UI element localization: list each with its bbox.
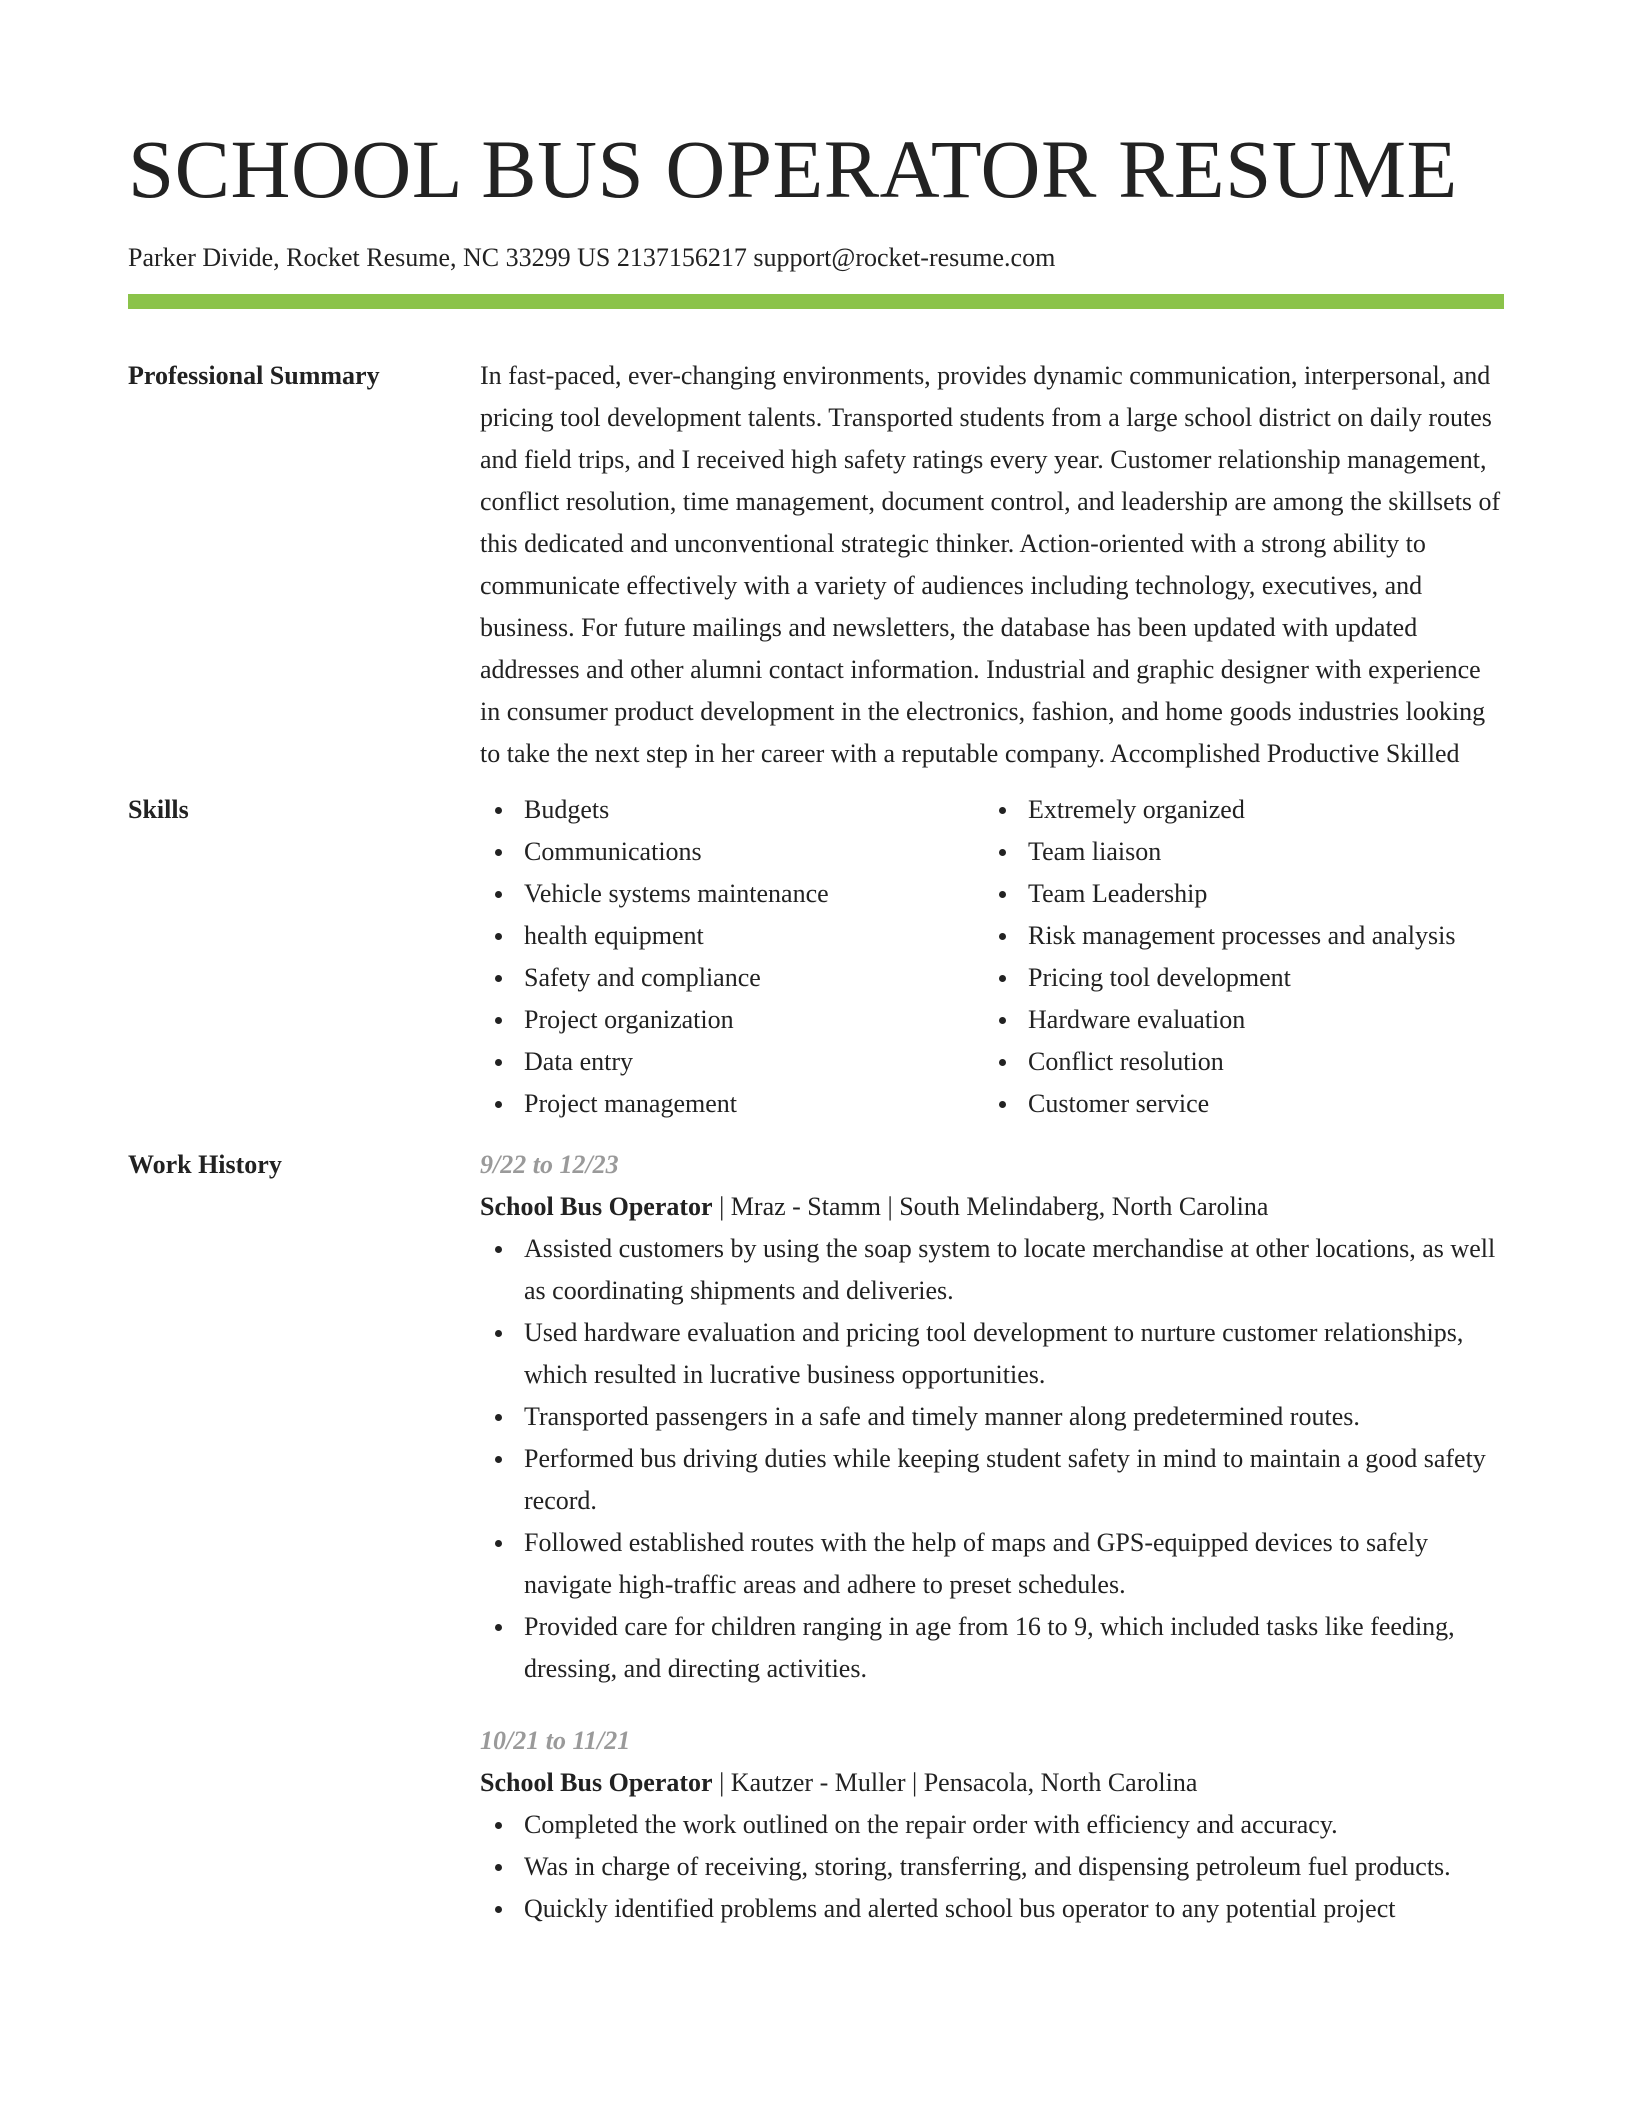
section-heading-summary: Professional Summary: [128, 361, 380, 390]
job-bullet: Was in charge of receiving, storing, transferring, and dispensing petroleum fuel products.: [524, 1846, 1504, 1888]
job-bullet: Followed established routes with the help of maps and GPS-equipped devices to safely navigate high-traffic areas and adhere to preset schedules.: [524, 1522, 1504, 1606]
skill-item: Customer service: [1028, 1083, 1548, 1125]
skills-section: [128, 789, 1504, 1125]
skill-item: Team liaison: [1028, 831, 1548, 873]
resume-page: [128, 0, 1504, 1930]
skill-item: Vehicle systems maintenance: [524, 873, 984, 915]
job-bullet: Used hardware evaluation and pricing tool development to nurture customer relationships, which resulted in lucrative business opportunities.: [524, 1312, 1504, 1396]
job-header: [480, 1186, 1504, 1228]
skill-item: Communications: [524, 831, 984, 873]
resume-title: SCHOOL BUS OPERATOR RESUME: [128, 123, 1458, 215]
contact-info: [128, 241, 1504, 275]
job-title: School Bus Operator: [480, 1192, 713, 1221]
skills-columns: [480, 789, 1548, 1125]
work-history-section: [128, 1144, 1504, 1930]
summary-body: [480, 355, 1504, 775]
job-location: | South Melindaberg, North Carolina: [881, 1192, 1268, 1221]
skill-item: Project organization: [524, 999, 984, 1041]
job-entry: [480, 1144, 1504, 1690]
job-bullet: Performed bus driving duties while keeping student safety in mind to maintain a good safety record.: [524, 1438, 1504, 1522]
job-bullet: Quickly identified problems and alerted school bus operator to any potential project: [524, 1888, 1504, 1930]
job-title: School Bus Operator: [480, 1768, 713, 1797]
professional-summary-section: [128, 355, 1504, 775]
job-bullet: Completed the work outlined on the repair order with efficiency and accuracy.: [524, 1804, 1504, 1846]
skill-item: Risk management processes and analysis: [1028, 915, 1548, 957]
job-company: | Mraz - Stamm: [713, 1192, 881, 1221]
contact-address: Parker Divide, Rocket Resume, NC 33299 US: [128, 243, 611, 272]
skills-body: [480, 789, 1548, 1125]
skill-item: Pricing tool development: [1028, 957, 1548, 999]
skill-item: Conflict resolution: [1028, 1041, 1548, 1083]
skill-item: Safety and compliance: [524, 957, 984, 999]
section-heading-work-history: Work History: [128, 1150, 282, 1179]
job-location: | Pensacola, North Carolina: [906, 1768, 1198, 1797]
job-header: [480, 1762, 1504, 1804]
job-entry: [480, 1720, 1504, 1930]
job-bullet: Provided care for children ranging in age from 16 to 9, which included tasks like feeding, dressing, and directing activities.: [524, 1606, 1504, 1690]
skill-item: Team Leadership: [1028, 873, 1548, 915]
job-bullet-list: [480, 1804, 1504, 1930]
skill-item: Extremely organized: [1028, 789, 1548, 831]
skill-item: Project management: [524, 1083, 984, 1125]
job-bullet: Assisted customers by using the soap system to locate merchandise at other locations, as well as coordinating shipments and deliveries.: [524, 1228, 1504, 1312]
skill-item: Budgets: [524, 789, 984, 831]
skill-item: health equipment: [524, 915, 984, 957]
job-dates: 10/21 to 11/21: [480, 1726, 631, 1755]
contact-phone: 2137156217: [616, 243, 747, 272]
job-dates: 9/22 to 12/23: [480, 1150, 619, 1179]
skill-item: Data entry: [524, 1041, 984, 1083]
skill-item: Hardware evaluation: [1028, 999, 1548, 1041]
job-bullet: Transported passengers in a safe and timely manner along predetermined routes.: [524, 1396, 1504, 1438]
skills-list-right: [984, 789, 1548, 1125]
job-company: | Kautzer - Muller: [713, 1768, 906, 1797]
work-history-body: [480, 1144, 1504, 1930]
job-bullet-list: [480, 1228, 1504, 1690]
summary-text: In fast-paced, ever-changing environments, provides dynamic communication, interpersonal, and pricing tool development talents. Transported students from a large school district on daily routes and field trips, and I received high safety ratings every year. Customer relationship management, conflict resolution, time management, document control, and leadership are among the skillsets of this dedicated and unconventional strategic thinker. Action-oriented with a strong ability to communicate effectively with a variety of audiences including technology, executives, and business. For future mailings and newsletters, the database has been updated with updated addresses and other alumni contact information. Industrial and graphic designer with experience in consumer product development in the electronics, fashion, and home goods industries looking to take the next step in her career with a reputable company. Accomplished Productive Skilled: [480, 361, 1501, 768]
accent-divider: [128, 294, 1504, 309]
skills-list-left: [480, 789, 984, 1125]
contact-email: support@rocket-resume.com: [753, 243, 1056, 272]
section-heading-skills: Skills: [128, 795, 189, 824]
